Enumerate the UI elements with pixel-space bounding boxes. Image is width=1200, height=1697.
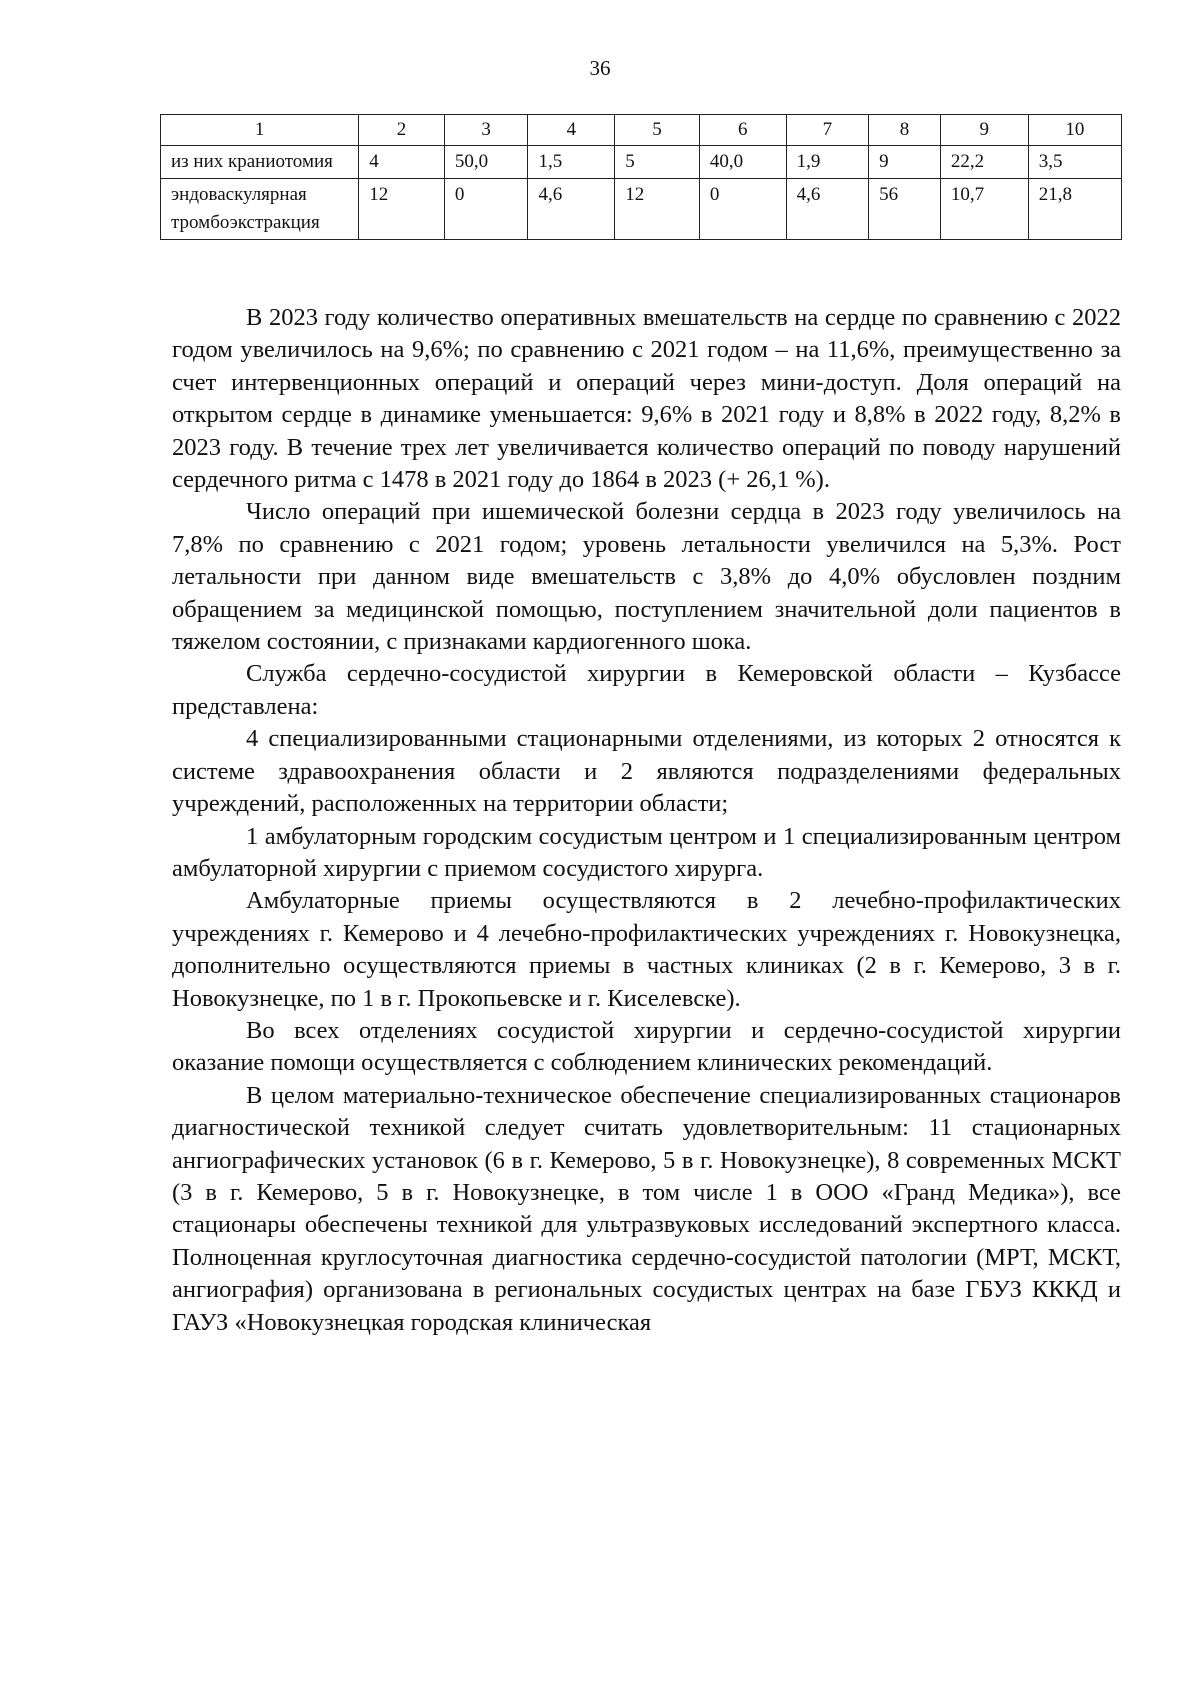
header-cell: 7 <box>786 115 868 146</box>
table-row <box>161 146 1122 179</box>
paragraph-clinical-guidelines: Во всех отделениях сосудистой хирургии и сердечно-сосудистой хирургии оказание помощи осуществляется с соблюдением клинических рекомендаций. <box>172 1016 1121 1077</box>
header-cell: 4 <box>528 115 615 146</box>
header-cell: 2 <box>359 115 445 146</box>
table-cell: 1,5 <box>528 146 615 179</box>
row-label-cell: эндоваскулярная тромбоэкстракция <box>161 179 359 240</box>
table-cell: 9 <box>869 146 941 179</box>
page-number: 36 <box>589 56 611 80</box>
table-cell: 0 <box>444 179 528 240</box>
header-cell: 1 <box>161 115 359 146</box>
paragraph-heart-surgery: В 2023 году количество оперативных вмешательств на сердце по сравнению с 2022 годом увеличилось на 9,6%; по сравнению с 2021 годом – на 11,6%, преимущественно за счет интервенционных операций и операций через мини-доступ. Доля операций на открытом сердце в динамике уменьшается: 9,6% в 2021 году и 8,8% в 2022 году, 8,2% в 2023 году. В течение трех лет увеличивается количество операций по поводу нарушений сердечного ритма с 1478 в 2021 году до 1864 в 2023 (+ 26,1 %). <box>172 304 1121 494</box>
table-cell: 1,9 <box>786 146 868 179</box>
table-cell: 22,2 <box>940 146 1028 179</box>
table-cell: 50,0 <box>444 146 528 179</box>
header-cell: 6 <box>699 115 786 146</box>
table-cell: 12 <box>359 179 445 240</box>
table-cell: 5 <box>615 146 700 179</box>
table-cell: 40,0 <box>699 146 786 179</box>
paragraph-ischemic-disease: Число операций при ишемической болезни сердца в 2023 году увеличилось на 7,8% по сравнению с 2021 годом; уровень летальности увеличился на 5,3%. Рост летальности при данном виде вмешательств с 3,8% до 4,0% обусловлен поздним обращением за медицинской помощью, поступлением значительной доли пациентов в тяжелом состоянии, с признаками кардиогенного шока. <box>172 498 1121 656</box>
table-cell: 4 <box>359 146 445 179</box>
paragraph-equipment: В целом материально-техническое обеспечение специализированных стационаров диагностической техникой следует считать удовлетворительным: 11 стационарных ангиографических установок (6 в г. Кемерово, 5 в г. Новокузнецке), 8 современных МСКТ (3 в г. Кемерово, 5 в г. Новокузнецке, в том числе 1 в ООО «Гранд Медика»), все стационары обеспечены техникой для ультразвуковых исследований экспертного класса. Полноценная круглосуточная диагностика сердечно-сосудистой патологии (МРТ, МСКТ, ангиография) организована в региональных сосудистых центрах на базе ГБУЗ КККД и ГАУЗ «Новокузнецкая городская клиническая <box>172 1081 1121 1336</box>
body-text <box>172 302 1121 1339</box>
paragraph-outpatient-appointments: Амбулаторные приемы осуществляются в 2 лечебно-профилактических учреждениях г. Кемерово и 4 лечебно-профилактических учреждениях г. Новокузнецка, дополнительно осуществляются приемы в частных клиниках (2 в г. Кемерово, 3 в г. Новокузнецке, по 1 в г. Прокопьевске и г. Киселевске). <box>172 887 1121 1012</box>
table-cell: 56 <box>869 179 941 240</box>
table-cell: 4,6 <box>786 179 868 240</box>
table-row <box>161 179 1122 240</box>
header-cell: 10 <box>1028 115 1121 146</box>
paragraph-service-intro: Служба сердечно-сосудистой хирургии в Кемеровской области – Кузбассе представлена: <box>172 660 1121 720</box>
table-cell: 3,5 <box>1028 146 1121 179</box>
header-cell: 8 <box>869 115 941 146</box>
table-cell: 0 <box>699 179 786 240</box>
table-cell: 21,8 <box>1028 179 1121 240</box>
header-cell: 9 <box>940 115 1028 146</box>
row-label-cell: из них краниотомия <box>161 146 359 179</box>
header-cell: 3 <box>444 115 528 146</box>
table-cell: 12 <box>615 179 700 240</box>
statistics-table <box>160 114 1122 240</box>
paragraph-inpatient-departments: 4 специализированными стационарными отделениями, из которых 2 относятся к системе здравоохранения области и 2 являются подразделениями федеральных учреждений, расположенных на территории области; <box>172 725 1121 818</box>
paragraph-outpatient-centers: 1 амбулаторным городским сосудистым центром и 1 специализированным центром амбулаторной хирургии с приемом сосудистого хирурга. <box>172 822 1121 882</box>
table-cell: 10,7 <box>940 179 1028 240</box>
table-header-row <box>161 115 1122 146</box>
table-cell: 4,6 <box>528 179 615 240</box>
header-cell: 5 <box>615 115 700 146</box>
